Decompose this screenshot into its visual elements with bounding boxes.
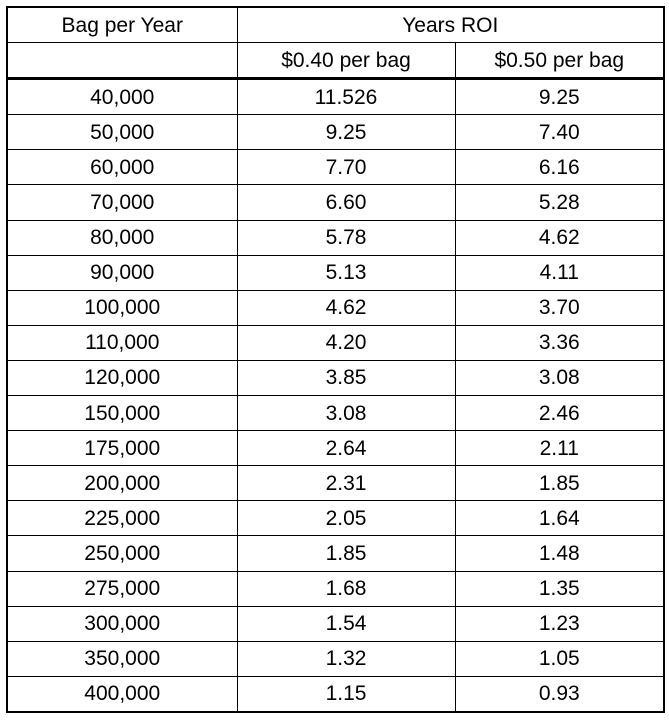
cell-roi-040: 11.526 <box>237 79 455 115</box>
cell-bags-per-year: 40,000 <box>7 79 237 115</box>
cell-roi-050: 2.11 <box>455 431 664 466</box>
cell-roi-050: 3.08 <box>455 360 664 395</box>
cell-bags-per-year: 100,000 <box>7 290 237 325</box>
cell-bags-per-year: 250,000 <box>7 536 237 571</box>
cell-bags-per-year: 300,000 <box>7 606 237 641</box>
cell-roi-040: 1.15 <box>237 676 455 712</box>
table-row <box>7 325 664 360</box>
cell-roi-050: 4.62 <box>455 220 664 255</box>
cell-roi-040: 5.13 <box>237 255 455 290</box>
cell-roi-050: 1.64 <box>455 501 664 536</box>
table-row <box>7 536 664 571</box>
cell-bags-per-year: 175,000 <box>7 431 237 466</box>
cell-bags-per-year: 350,000 <box>7 641 237 676</box>
cell-roi-050: 5.28 <box>455 185 664 220</box>
cell-bags-per-year: 50,000 <box>7 115 237 150</box>
cell-bags-per-year: 90,000 <box>7 255 237 290</box>
cell-bags-per-year: 120,000 <box>7 360 237 395</box>
cell-roi-040: 5.78 <box>237 220 455 255</box>
cell-roi-050: 3.70 <box>455 290 664 325</box>
table-row <box>7 360 664 395</box>
cell-roi-050: 4.11 <box>455 255 664 290</box>
header-050-per-bag: $0.50 per bag <box>455 43 664 79</box>
subheader-row <box>7 43 664 79</box>
cell-roi-040: 4.20 <box>237 325 455 360</box>
header-040-per-bag: $0.40 per bag <box>237 43 455 79</box>
cell-roi-050: 1.48 <box>455 536 664 571</box>
cell-roi-050: 6.16 <box>455 150 664 185</box>
cell-roi-040: 2.31 <box>237 466 455 501</box>
table-row <box>7 501 664 536</box>
table-row <box>7 220 664 255</box>
cell-bags-per-year: 400,000 <box>7 676 237 712</box>
cell-roi-040: 1.54 <box>237 606 455 641</box>
table-row <box>7 606 664 641</box>
cell-roi-040: 1.68 <box>237 571 455 606</box>
cell-bags-per-year: 70,000 <box>7 185 237 220</box>
cell-roi-050: 1.23 <box>455 606 664 641</box>
table-row <box>7 676 664 712</box>
table-row <box>7 571 664 606</box>
roi-table <box>6 6 665 713</box>
table-row <box>7 290 664 325</box>
cell-roi-040: 3.85 <box>237 360 455 395</box>
cell-roi-040: 2.64 <box>237 431 455 466</box>
cell-bags-per-year: 275,000 <box>7 571 237 606</box>
cell-bags-per-year: 110,000 <box>7 325 237 360</box>
cell-roi-050: 7.40 <box>455 115 664 150</box>
cell-roi-040: 3.08 <box>237 396 455 431</box>
cell-roi-040: 2.05 <box>237 501 455 536</box>
cell-roi-040: 9.25 <box>237 115 455 150</box>
cell-roi-040: 1.32 <box>237 641 455 676</box>
table-row <box>7 150 664 185</box>
cell-roi-050: 9.25 <box>455 79 664 115</box>
cell-roi-050: 1.85 <box>455 466 664 501</box>
table-row <box>7 431 664 466</box>
cell-bags-per-year: 60,000 <box>7 150 237 185</box>
table-row <box>7 79 664 115</box>
cell-roi-050: 0.93 <box>455 676 664 712</box>
cell-roi-040: 6.60 <box>237 185 455 220</box>
cell-bags-per-year: 80,000 <box>7 220 237 255</box>
cell-roi-050: 1.35 <box>455 571 664 606</box>
header-bag-per-year: Bag per Year <box>7 7 237 43</box>
table-row <box>7 255 664 290</box>
table-row <box>7 641 664 676</box>
header-years-roi: Years ROI <box>237 7 664 43</box>
cell-roi-040: 4.62 <box>237 290 455 325</box>
cell-bags-per-year: 150,000 <box>7 396 237 431</box>
cell-roi-050: 3.36 <box>455 325 664 360</box>
cell-roi-050: 2.46 <box>455 396 664 431</box>
cell-bags-per-year: 225,000 <box>7 501 237 536</box>
header-empty <box>7 43 237 79</box>
table-row <box>7 466 664 501</box>
cell-roi-040: 7.70 <box>237 150 455 185</box>
cell-roi-040: 1.85 <box>237 536 455 571</box>
table-row <box>7 396 664 431</box>
header-row <box>7 7 664 43</box>
table-row <box>7 115 664 150</box>
cell-roi-050: 1.05 <box>455 641 664 676</box>
table-row <box>7 185 664 220</box>
cell-bags-per-year: 200,000 <box>7 466 237 501</box>
